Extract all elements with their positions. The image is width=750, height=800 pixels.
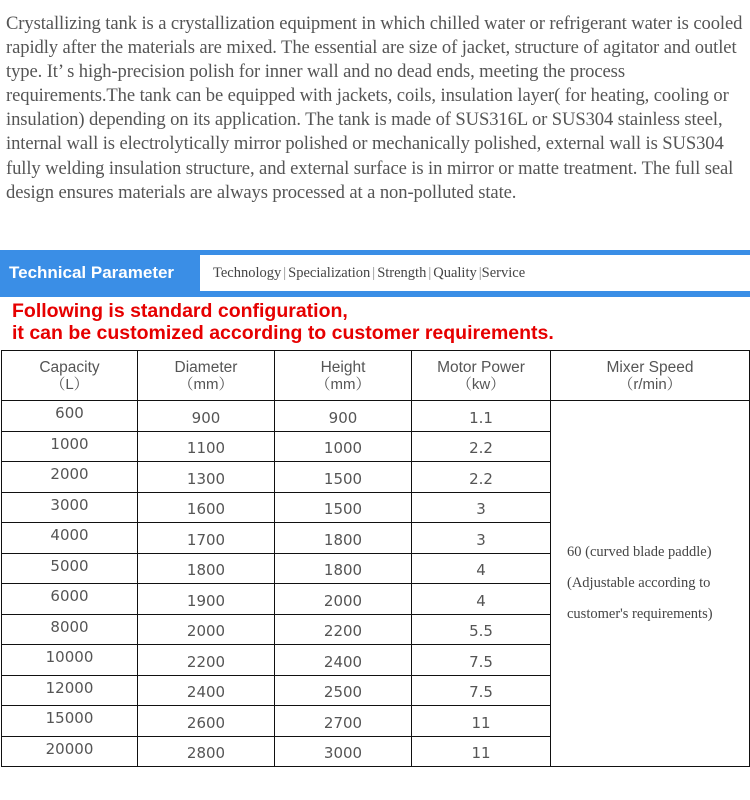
cell-motor-power: 4 [412,584,551,615]
cell-diameter: 1800 [138,553,275,584]
technical-parameter-banner [0,250,750,297]
cell-height: 1800 [275,553,412,584]
nav-item-technology[interactable]: Technology [213,265,282,281]
cell-capacity: 10000 [2,645,138,676]
cell-motor-power: 3 [412,492,551,523]
cell-mixer-speed: 60 (curved blade paddle) (Adjustable according to customer's requirements) [551,401,750,767]
cell-diameter: 2200 [138,645,275,676]
cell-motor-power: 2.2 [412,462,551,493]
cell-diameter: 1100 [138,431,275,462]
cell-capacity: 3000 [2,492,138,523]
nav-separator: | [372,265,376,281]
cell-motor-power: 1.1 [412,401,551,432]
intro-paragraph: Crystallizing tank is a crystallization equipment in which chilled water or refrigerant water is cooled rapidly after the materials are mixed. The essential are size of jacket, structure of agitator and outlet type. It’ s high-precision polish for inner wall and no dead ends, meeting the process requirements.The tank can be equipped with jackets, coils, insulation layer( for heating, cooling or insulation) depending on its application. The tank is made of SUS316L or SUS304 stainless steel, internal wall is electrolytically mirror polished or mechanically polished, external wall is SUS304 fully welding insulation structure, and external surface is in mirror or matte treatment. The full seal design ensures materials are always processed at a non-polluted state. [6,13,743,203]
cell-diameter: 2800 [138,736,275,767]
cell-height: 2200 [275,614,412,645]
technical-parameter-table [1,350,750,767]
cell-height: 1800 [275,523,412,554]
cell-capacity: 6000 [2,584,138,615]
nav-separator: | [283,265,287,281]
header-height: Height （mm） [275,351,412,401]
banner-title: Technical Parameter [9,263,175,282]
cell-height: 900 [275,401,412,432]
cell-height: 1500 [275,462,412,493]
notice-line-2: it can be customized according to customer requirements. [12,322,554,344]
nav-item-service[interactable]: Service [481,265,526,281]
cell-height: 1500 [275,492,412,523]
cell-capacity: 15000 [2,706,138,737]
cell-motor-power: 7.5 [412,645,551,676]
header-mixer-speed: Mixer Speed （r/min） [551,351,750,401]
standard-config-notice [12,300,554,344]
cell-diameter: 1600 [138,492,275,523]
header-diameter: Diameter （mm） [138,351,275,401]
table-header-row [2,351,750,401]
cell-capacity: 4000 [2,523,138,554]
nav-item-specialization[interactable]: Specialization [288,265,371,281]
cell-diameter: 2000 [138,614,275,645]
cell-motor-power: 5.5 [412,614,551,645]
cell-capacity: 600 [2,401,138,432]
header-capacity: Capacity （L） [2,351,138,401]
cell-motor-power: 4 [412,553,551,584]
cell-capacity: 5000 [2,553,138,584]
cell-height: 2500 [275,675,412,706]
cell-capacity: 20000 [2,736,138,767]
cell-diameter: 2600 [138,706,275,737]
cell-capacity: 12000 [2,675,138,706]
cell-capacity: 8000 [2,614,138,645]
cell-diameter: 900 [138,401,275,432]
table-row [2,401,750,432]
notice-line-1: Following is standard configuration, [12,300,348,322]
cell-diameter: 2400 [138,675,275,706]
nav-separator: | [428,265,432,281]
cell-capacity: 2000 [2,462,138,493]
cell-motor-power: 11 [412,706,551,737]
cell-height: 1000 [275,431,412,462]
cell-height: 3000 [275,736,412,767]
cell-diameter: 1700 [138,523,275,554]
cell-height: 2000 [275,584,412,615]
nav-item-quality[interactable]: Quality [433,265,477,281]
cell-height: 2400 [275,645,412,676]
header-motor-power: Motor Power （kw） [412,351,551,401]
nav-separator: | [478,265,482,281]
cell-diameter: 1300 [138,462,275,493]
cell-motor-power: 7.5 [412,675,551,706]
nav-item-strength[interactable]: Strength [377,265,427,281]
cell-capacity: 1000 [2,431,138,462]
cell-diameter: 1900 [138,584,275,615]
banner-nav [200,255,750,291]
cell-motor-power: 2.2 [412,431,551,462]
cell-motor-power: 11 [412,736,551,767]
cell-height: 2700 [275,706,412,737]
cell-motor-power: 3 [412,523,551,554]
